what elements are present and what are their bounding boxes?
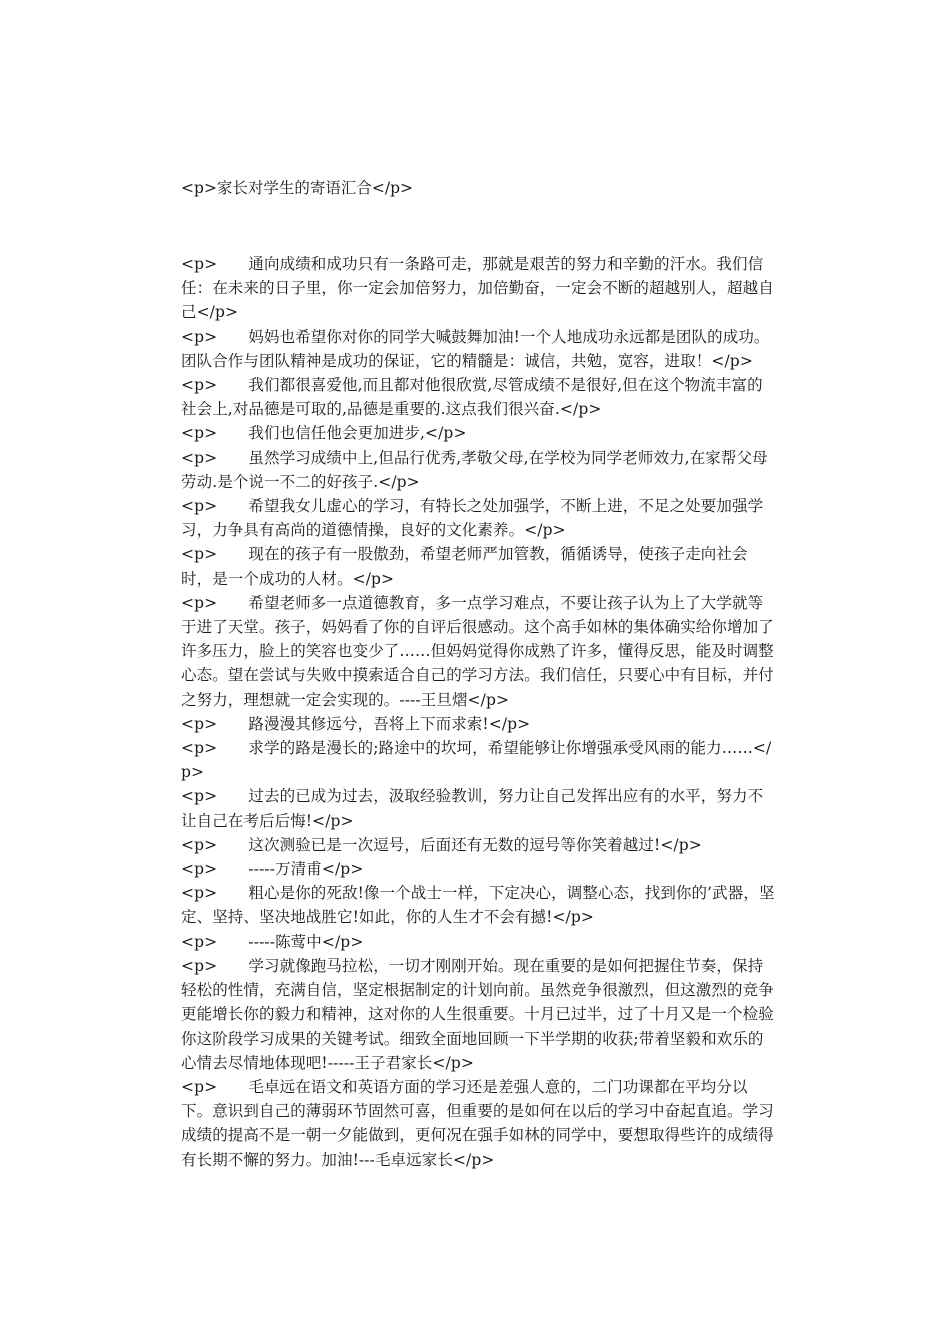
paragraph-8: <p> 希望老师多一点道德教育，多一点学习难点，不要让孩子认为上了大学就等于进了天堂。孩子，妈妈看了你的自评后很感动。这个高手如林的集体确实给你增加了许多压力，脸上的笑容也变少了……但妈妈觉得你成熟了许多，懂得反思，能及时调整心态。望在尝试与失败中摸索适合自己的学习方法。我们信任，只要心中有目标，并付之努力，理想就一定会实现的。----王旦熠</p>: [181, 593, 774, 709]
paragraph-17: <p> 毛卓远在语文和英语方面的学习还是差强人意的，二门功课都在平均分以下。意识到自己的薄弱环节固然可喜，但重要的是如何在以后的学习中奋起直追。学习成绩的提高不是一朝一夕能做到，更何况在强手如林的同学中，要想取得些许的成绩得有长期不懈的努力。加油!---毛卓远家长</p>: [181, 1077, 774, 1169]
paragraph-14: <p> 粗心是你的死敌!像一个战士一样，下定决心，调整心态，找到你的’武器，坚定、坚持、坚决地战胜它!如此，你的人生才不会有撼!</p>: [181, 884, 775, 927]
paragraph-2: <p> 妈妈也希望你对你的同学大喊鼓舞加油!一个人地成功永远都是团队的成功。团队合作与团队精神是成功的保证，它的精髓是：诚信，共勉，宽容，进取！</p>: [181, 327, 770, 370]
paragraph-6: <p> 希望我女儿虚心的学习，有特长之处加强学，不断上进，不足之处要加强学习，力争具有高尚的道德情操，良好的文化素养。</p>: [181, 497, 764, 540]
paragraph-4: <p> 我们也信任他会更加进步,</p>: [181, 424, 467, 443]
document-title: <p>家长对学生的寄语汇合</p>: [181, 179, 414, 197]
paragraph-5: <p> 虽然学习成绩中上,但品行优秀,孝敬父母,在学校为同学老师效力,在家帮父母劳动.是个说一不二的好孩子.</p>: [181, 448, 768, 491]
paragraph-15: <p> -----陈莺中</p>: [181, 932, 364, 951]
paragraph-9: <p> 路漫漫其修远兮，吾将上下而求索!</p>: [181, 714, 531, 733]
document-body: [181, 252, 776, 1172]
paragraph-12: <p> 这次测验已是一次逗号，后面还有无数的逗号等你笑着越过!</p>: [181, 835, 702, 854]
paragraph-13: <p> -----万清甫</p>: [181, 860, 364, 879]
paragraph-7: <p> 现在的孩子有一股傲劲，希望老师严加管教，循循诱导，使孩子走向社会时，是一个成功的人材。</p>: [181, 545, 748, 588]
paragraph-16: <p> 学习就像跑马拉松，一切才刚刚开始。现在重要的是如何把握住节奏，保持轻松的性情，充满自信，坚定根据制定的计划向前。虽然竞争很激烈，但这激烈的竞争更能增长你的毅力和精神，这对你的人生很重要。十月已过半，过了十月又是一个检验你这阶段学习成果的关键考试。细致全面地回顾一下半学期的收获;带着坚毅和欢乐的心情去尽情地体现吧!-----王子君家长</p>: [181, 956, 774, 1072]
paragraph-3: <p> 我们都很喜爱他,而且都对他很欣赏,尽管成绩不是很好,但在这个物流丰富的社会上,对品德是可取的,品德是重要的.这点我们很兴奋.</p>: [181, 376, 763, 419]
paragraph-10: <p> 求学的路是漫长的;路途中的坎坷，希望能够让你增强承受风雨的能力……</p>: [181, 739, 772, 782]
paragraph-11: <p> 过去的已成为过去，汲取经验教训，努力让自己发挥出应有的水平，努力不让自己在考后后悔!</p>: [181, 787, 764, 830]
paragraph-1: <p> 通向成绩和成功只有一条路可走，那就是艰苦的努力和辛勤的汗水。我们信任：在未来的日子里，你一定会加倍努力，加倍勤奋，一定会不断的超越别人，超越自己</p>: [181, 255, 774, 322]
